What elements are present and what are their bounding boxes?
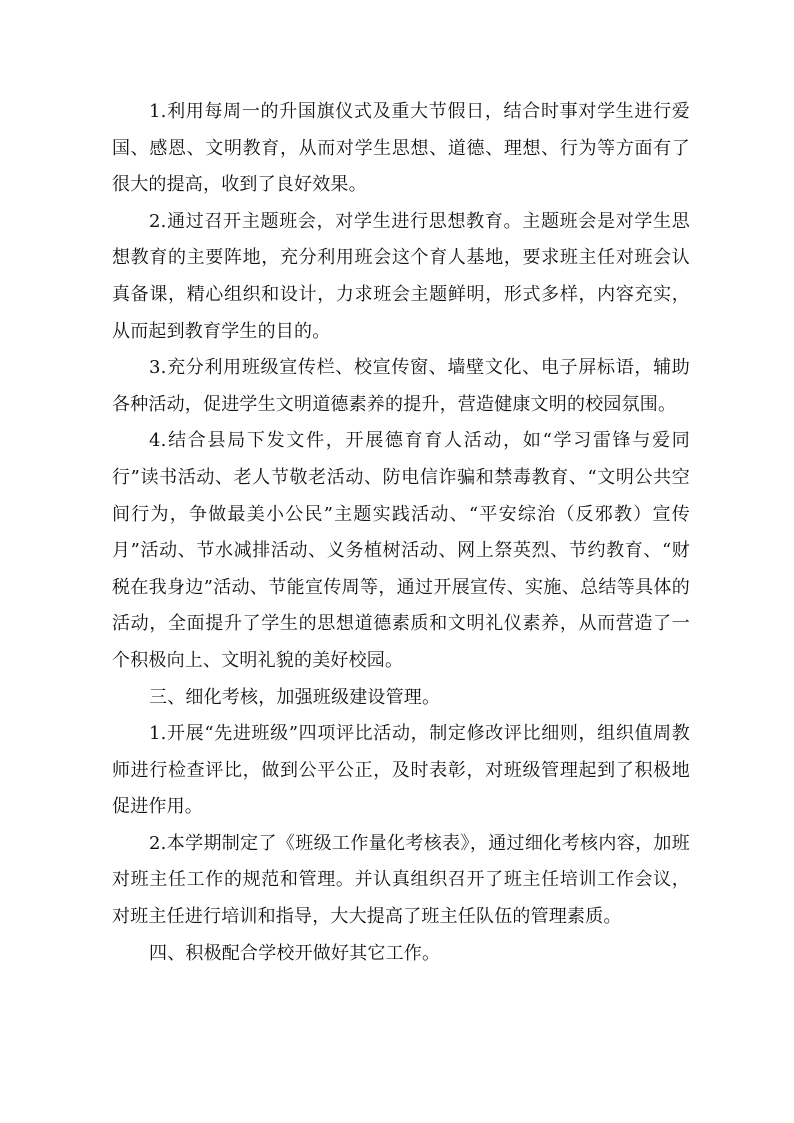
- paragraph-assessment-evaluation: 1.开展“先进班级”四项评比活动，制定修改评比细则，组织值周教师进行检查评比，做到公平公正，及时表彰，对班级管理起到了积极地促进作用。: [112, 723, 690, 818]
- document-body: [112, 94, 690, 972]
- paragraph-activity-flag-ceremony: 1.利用每周一的升国旗仪式及重大节假日，结合时事对学生进行爱国、感恩、文明教育，从而对学生思想、道德、理想、行为等方面有了很大的提高，收到了良好效果。: [112, 101, 690, 196]
- section-heading-other-work: 四、积极配合学校开做好其它工作。: [149, 942, 441, 964]
- paragraph-activity-publicity: 3.充分利用班级宣传栏、校宣传窗、墙壁文化、电子屏标语，辅助各种活动，促进学生文明道德素养的提升，营造健康文明的校园氛围。: [112, 357, 690, 415]
- paragraph-activity-class-meeting: 2.通过召开主题班会，对学生进行思想教育。主题班会是对学生思想教育的主要阵地，充分利用班会这个育人基地，要求班主任对班会认真备课，精心组织和设计，力求班会主题鲜明，形式多样，内容充实，从而起到教育学生的目的。: [112, 210, 690, 342]
- paragraph-activity-moral-education: 4.结合县局下发文件，开展德育育人活动，如“学习雷锋与爱同行”读书活动、老人节敬老活动、防电信诈骗和禁毒教育、“文明公共空间行为，争做最美小公民”主题实践活动、“平安综治（反邪教）宣传月”活动、节水减排活动、义务植树活动、网上祭英烈、节约教育、“财税在我身边”活动、节能宣传周等，通过开展宣传、实施、总结等具体的活动，全面提升了学生的思想道德素质和文明礼仪素养，从而营造了一个积极向上、文明礼貌的美好校园。: [112, 430, 690, 671]
- paragraph-assessment-quantification: 2.本学期制定了《班级工作量化考核表》，通过细化考核内容，加班对班主任工作的规范和管理。并认真组织召开了班主任培训工作会议，对班主任进行培训和指导，大大提高了班主任队伍的管理素质。: [112, 832, 690, 928]
- section-heading-assessment: 三、细化考核，加强班级建设管理。: [149, 686, 441, 708]
